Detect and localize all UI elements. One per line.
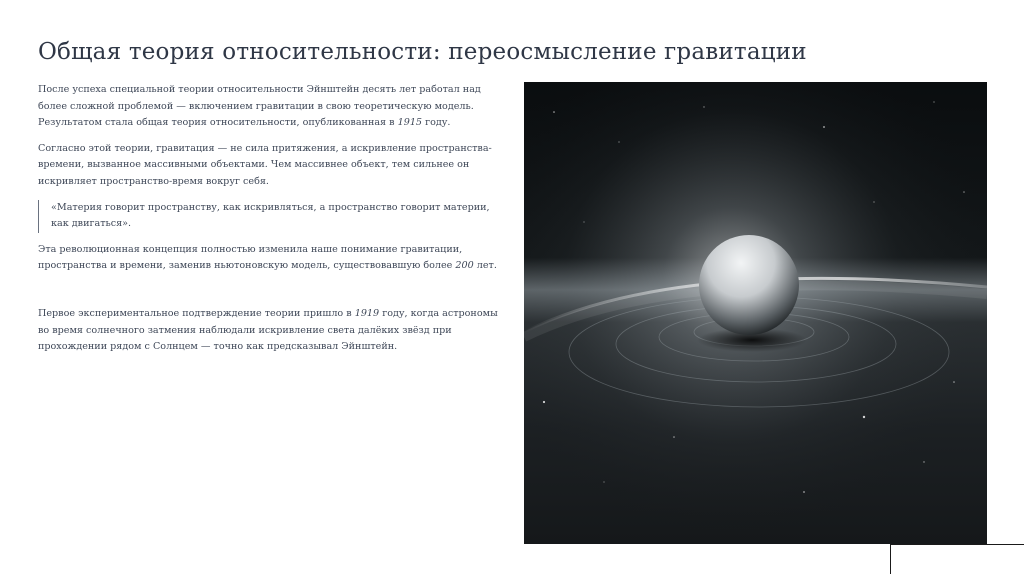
slide-title: Общая теория относительности: переосмысление гравитации (38, 39, 807, 66)
paragraph-4-suffix: году, когда астрономы во время солнечного затмения наблюдали искривление света далёких звёзд при прохождении рядом с Солнцем — точно как предсказывал Эйнштейн. (38, 307, 498, 353)
corner-line-horizontal (890, 544, 1024, 545)
spacetime-illustration (524, 82, 987, 544)
paragraph-1-suffix: году. (422, 117, 451, 129)
paragraph-1-text: После успеха специальной теории относительности Эйнштейн десять лет работал над более сложной проблемой — включением гравитации в свою теоретическую модель. Результатом стала общая теория относительности, опубликованная в (38, 84, 481, 129)
year-1915: 1915 (397, 117, 423, 129)
spacer (38, 284, 506, 306)
paragraph-2: Согласно этой теории, гравитация — не сила притяжения, а искривление пространства-времени, вызванное массивными объектами. Чем массивнее объект, тем сильнее он искривляет пространство-время вокруг себя. (38, 142, 492, 187)
quote-block: «Материя говорит пространству, как искривляться, а пространство говорит материи, как двигаться». (38, 200, 506, 233)
year-1919: 1919 (354, 307, 380, 319)
paragraph-4 (38, 306, 506, 356)
paragraph-3-text: Эта революционная концепция полностью изменила наше понимание гравитации, пространства и времени, заменив ньютоновскую модель, существовавшую более (38, 243, 463, 272)
paragraph-1 (38, 82, 506, 132)
paragraph-3 (38, 242, 506, 275)
text-column (38, 82, 506, 365)
paragraph-4-text: Первое экспериментальное подтверждение теории пришло в (38, 307, 355, 319)
years-200: 200 (455, 260, 474, 272)
corner-line-vertical (890, 544, 891, 574)
paragraph-3-suffix: лет. (473, 260, 497, 272)
